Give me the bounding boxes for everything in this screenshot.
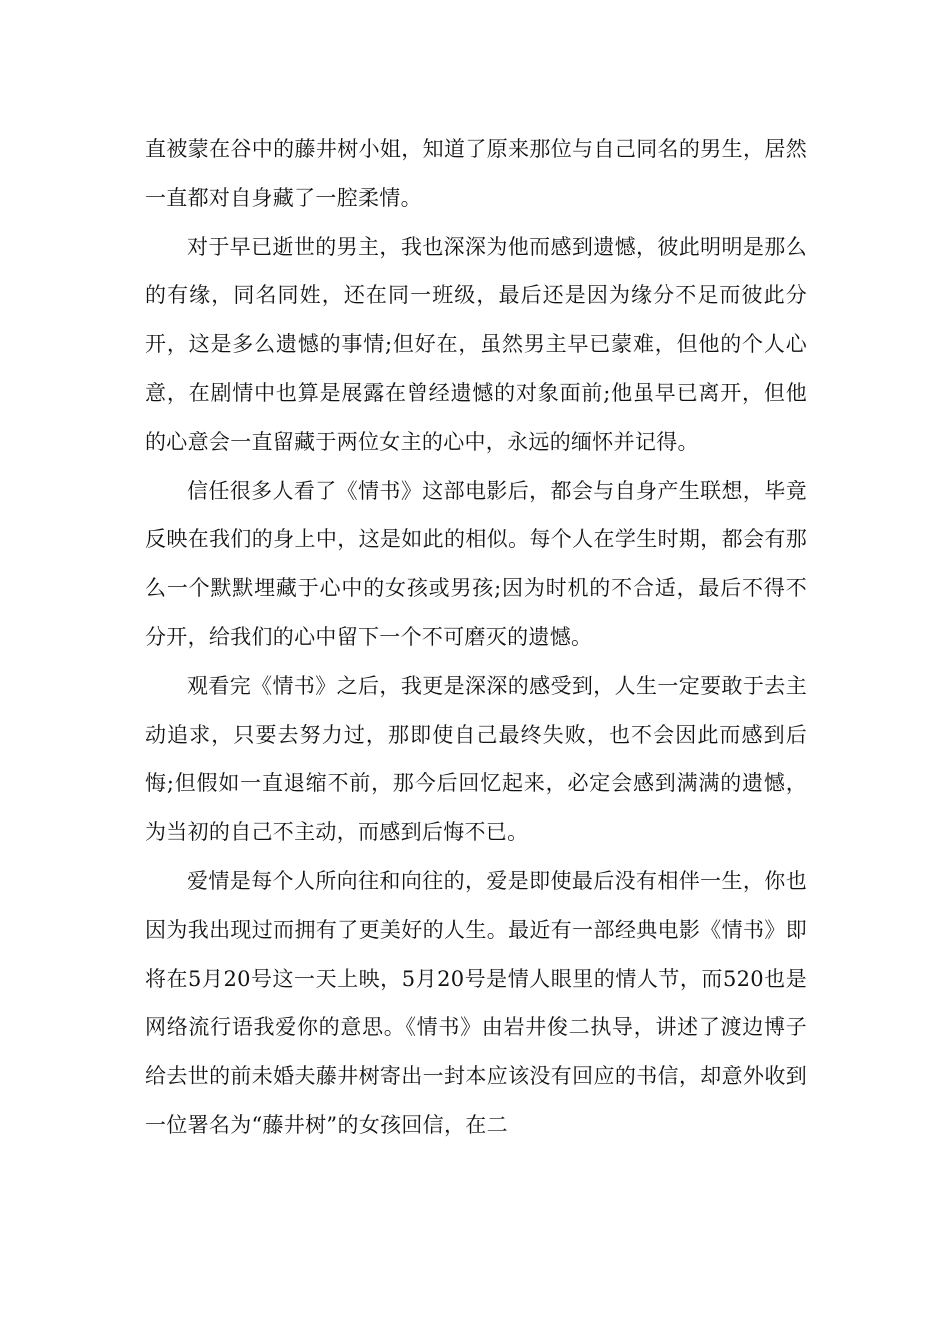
paragraph-resonance: 信任很多人看了《情书》这部电影后，都会与自身产生联想，毕竟反映在我们的身上中，这是如此的相似。每个人在学生时期，都会有那么一个默默埋藏于心中的女孩或男孩;因为时机的不合适，最后不得不分开，给我们的心中留下一个不可磨灭的遗憾。 (145, 478, 807, 649)
paragraph-pursuit: 观看完《情书》之后，我更是深深的感受到，人生一定要敢于去主动追求，只要去努力过，那即使自己最终失败，也不会因此而感到后悔;但假如一直退缩不前，那今后回忆起来，必定会感到满满的遗憾，为当初的自己不主动，而感到后悔不已。 (145, 673, 807, 845)
document-body (145, 125, 807, 1150)
paragraph-continuation: 直被蒙在谷中的藤井树小姐，知道了原来那位与自己同名的男生，居然一直都对自身藏了一腔柔情。 (145, 137, 807, 210)
paragraph-regret: 对于早已逝世的男主，我也深深为他而感到遗憾，彼此明明是那么的有缘，同名同姓，还在同一班级，最后还是因为缘分不足而彼此分开，这是多么遗憾的事情;但好在，虽然男主早已蒙难，但他的个人心意，在剧情中也算是展露在曾经遗憾的对象面前;他虽早已离开，但他的心意会一直留藏于两位女主的心中，永远的缅怀并记得。 (145, 234, 807, 454)
paragraph-love: 爱情是每个人所向往和向往的，爱是即使最后没有相伴一生，你也因为我出现过而拥有了更美好的人生。最近有一部经典电影《情书》即将在5月20号这一天上映，5月20号是情人眼里的情人节，而520也是网络流行语我爱你的意思。《情书》由岩井俊二执导，讲述了渡边博子给去世的前未婚夫藤井树寄出一封本应该没有回应的书信，却意外收到一位署名为“藤井树”的女孩回信，在二 (145, 868, 807, 1137)
